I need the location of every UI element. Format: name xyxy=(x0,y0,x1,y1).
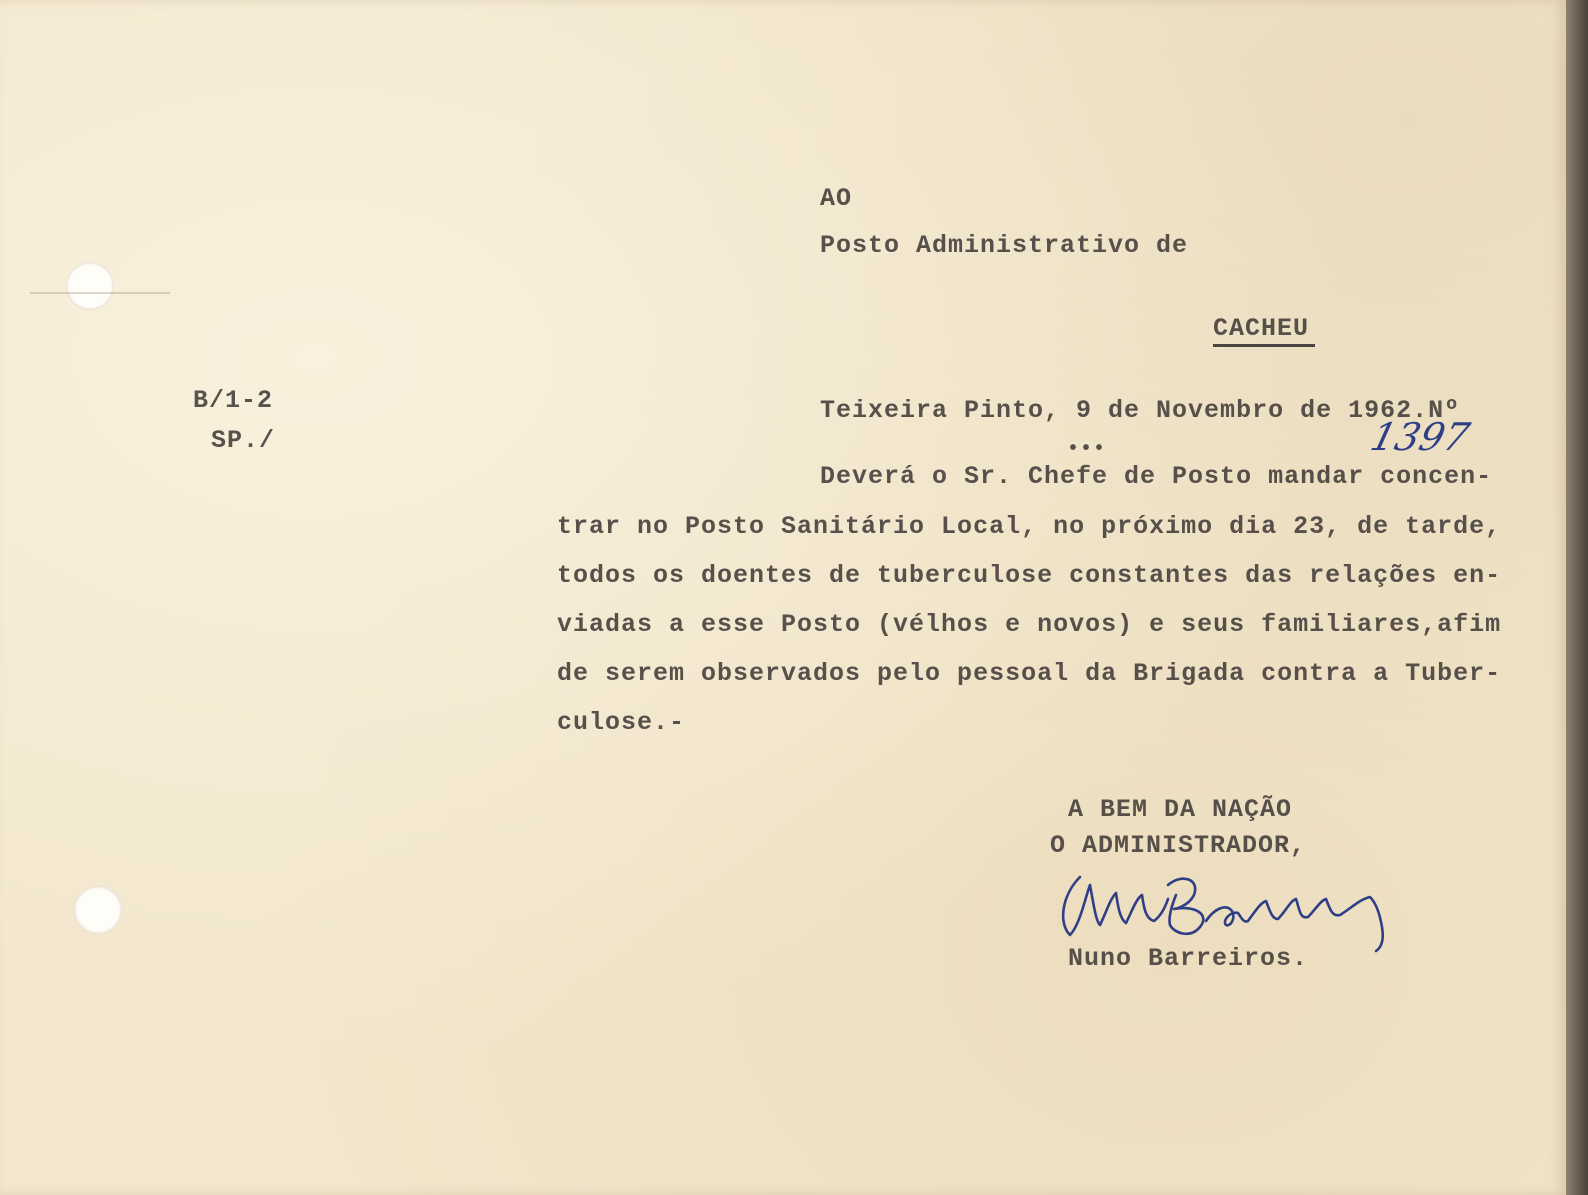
dateline: Teixeira Pinto, 9 de Novembro de 1962.Nº xyxy=(820,396,1461,425)
reference-code: B/1-2 xyxy=(193,386,274,415)
closing-salutation: A BEM DA NAÇÃO xyxy=(1068,795,1293,824)
body-line: culose.- xyxy=(557,708,686,737)
body-line: de serem observados pelo pessoal da Brigada contra a Tuber- xyxy=(557,659,1502,688)
punch-hole-top xyxy=(66,262,114,310)
svg-text:1397: 1397 xyxy=(1366,415,1474,460)
recipient-office: Posto Administrativo de xyxy=(820,231,1189,260)
recipient-place-underline xyxy=(1213,344,1315,347)
handwritten-number xyxy=(1366,412,1510,462)
recipient-to: AO xyxy=(820,184,853,213)
body-line: viadas a esse Posto (vélhos e novos) e seus familiares,afim xyxy=(557,610,1502,639)
scan-background-edge xyxy=(1566,0,1588,1195)
recipient-place: CACHEU xyxy=(1213,314,1310,343)
body-line: Deverá o Sr. Chefe de Posto mandar concen- xyxy=(820,462,1493,491)
punch-hole-bottom xyxy=(74,886,122,934)
body-line: trar no Posto Sanitário Local, no próximo dia 23, de tarde, xyxy=(557,512,1502,541)
body-line: todos os doentes de tuberculose constantes das relações en- xyxy=(557,561,1502,590)
fold-mark-left xyxy=(30,292,170,294)
separator-dots: ••• xyxy=(1067,438,1107,461)
closing-title: O ADMINISTRADOR, xyxy=(1050,831,1307,860)
signatory-name: Nuno Barreiros. xyxy=(1068,944,1309,973)
reference-initials: SP./ xyxy=(211,426,276,455)
